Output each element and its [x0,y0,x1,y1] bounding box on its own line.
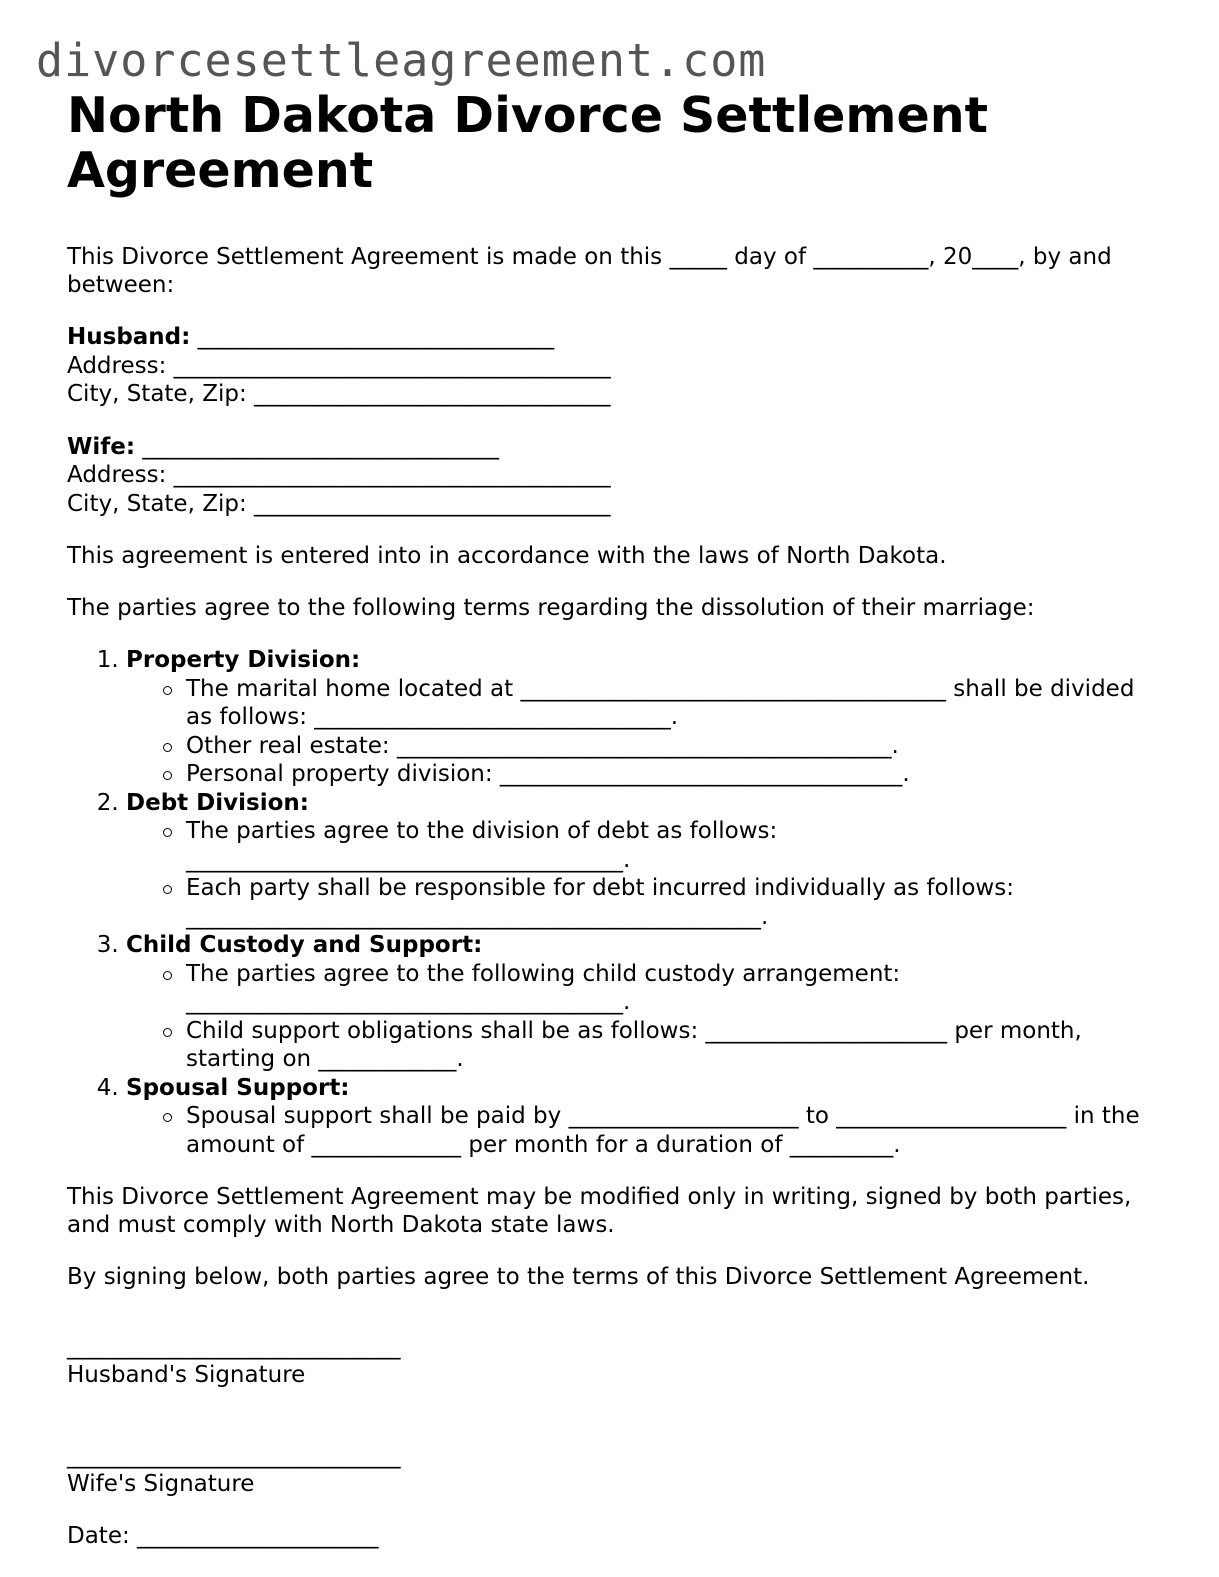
section-spousal-support [126,1074,1157,1160]
wife-signature-block [67,1442,1157,1498]
section-heading: Debt Division: [126,789,309,816]
section-heading: Child Custody and Support: [126,932,483,958]
section-heading: Property Division: [126,647,361,673]
terms-intro: The parties agree to the following terms regarding the dissolution of their marriage: [67,595,1035,621]
section-items [126,960,1157,1074]
modification-paragraph: This Divorce Settlement Agreement may be modified only in writing, signed by both parties, and must comply with North Dakota state laws. [67,1184,1132,1238]
wife-label: Wife: [67,433,136,460]
document-page [67,88,1157,1550]
list-item: The parties agree to the following child custody arrangement: ______________________________________. [186,960,1157,1017]
wife-city-field[interactable]: City, State, Zip: _______________________________ [67,490,611,517]
husband-name-field[interactable]: _______________________________ [190,324,555,350]
wife-signature-label: Wife's Signature [67,1471,255,1497]
wife-block [67,433,1157,519]
list-item: The parties agree to the division of debt as follows: ______________________________________. [186,817,1157,874]
husband-city-field[interactable]: City, State, Zip: _______________________________ [67,381,611,407]
section-debt-division [126,789,1157,932]
list-item: Other real estate: ___________________________________________. [186,732,1157,761]
husband-address-field[interactable]: Address: ______________________________________ [67,352,611,379]
section-items [126,675,1157,789]
husband-signature-label: Husband's Signature [67,1362,306,1388]
intro-paragraph: This Divorce Settlement Agreement is made on this _____ day of __________, 20____, by and between: [67,244,1112,298]
list-item: Personal property division: ___________________________________. [186,760,1157,789]
section-items [126,1102,1157,1159]
wife-name-line [67,433,1157,462]
list-item: Spousal support shall be paid by ____________________ to ____________________ in the amount of _____________ per month for a duration of _________. [186,1102,1157,1159]
watermark: divorcesettleagreement.com [36,34,767,87]
list-item: Child support obligations shall be as follows: _____________________ per month, starting on ____________. [186,1017,1157,1074]
husband-signature-block [67,1333,1157,1389]
section-items [126,817,1157,931]
laws-statement: This agreement is entered into in accordance with the laws of North Dakota. [67,543,947,569]
terms-list [67,646,1157,1159]
husband-signature-line[interactable]: _____________________________ [67,1334,401,1360]
section-child-custody [126,931,1157,1074]
husband-name-line [67,323,1157,352]
list-item: Each party shall be responsible for debt incurred individually as follows: __________________________________________________. [186,874,1157,931]
section-property-division [126,646,1157,789]
husband-block [67,323,1157,409]
wife-name-field[interactable]: _______________________________ [135,433,499,460]
wife-signature-line[interactable]: _____________________________ [67,1443,401,1469]
list-item: The marital home located at _____________________________________ shall be divided as follows: _______________________________. [186,675,1157,732]
signing-statement: By signing below, both parties agree to the terms of this Divorce Settlement Agreement. [67,1264,1090,1290]
date-field[interactable]: Date: _____________________ [67,1523,379,1549]
husband-label: Husband: [67,324,191,350]
section-heading: Spousal Support: [126,1074,350,1101]
document-title: North Dakota Divorce Settlement Agreement [67,87,988,199]
wife-address-field[interactable]: Address: ______________________________________ [67,462,611,488]
